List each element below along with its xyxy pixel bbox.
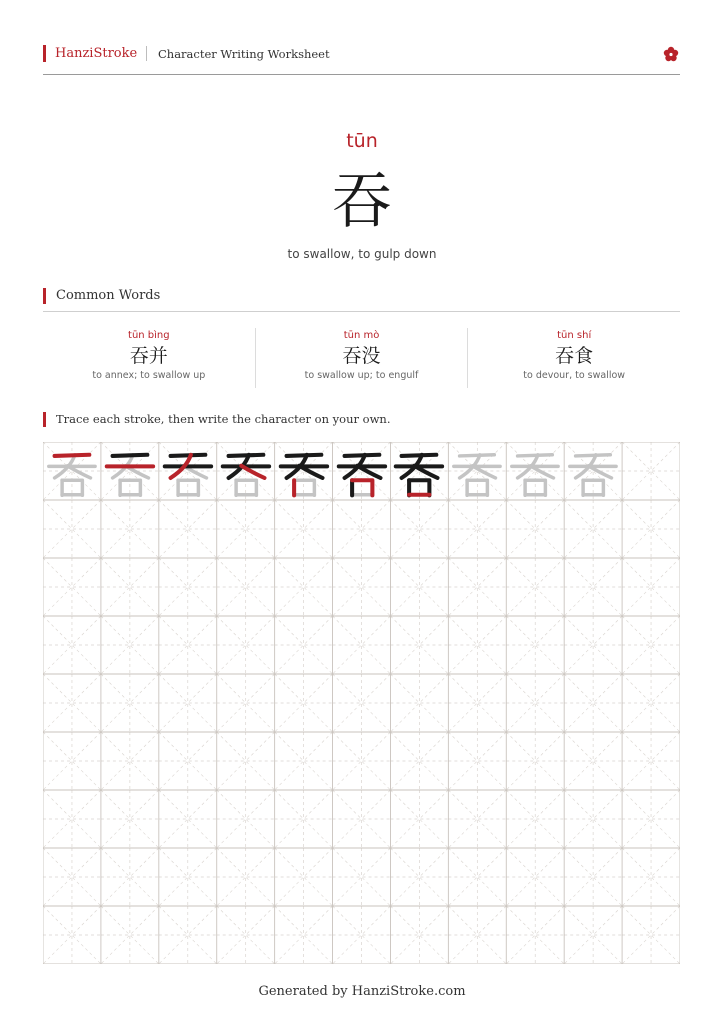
practice-grid[interactable] [43, 442, 680, 964]
stroke-step [390, 442, 448, 500]
stroke-step [101, 442, 159, 500]
header-divider [146, 46, 147, 61]
word-pinyin: tūn bìng [128, 330, 170, 341]
practice-instruction: Trace each stroke, then write the character on your own. [43, 412, 390, 427]
character-meaning: to swallow, to gulp down [287, 247, 437, 261]
stroke-order-row [43, 442, 680, 500]
word-meaning: to annex; to swallow up [92, 370, 206, 381]
word-pinyin: tūn shí [557, 330, 592, 341]
word-item [255, 328, 468, 388]
character-hanzi: 吞 [332, 167, 392, 237]
plum-blossom-icon [663, 46, 679, 62]
footer-credit[interactable]: Generated by HanziStroke.com [258, 984, 466, 999]
character-pinyin: tūn [346, 130, 378, 152]
stroke-step [333, 442, 391, 500]
section-divider [43, 311, 680, 312]
worksheet-header [43, 44, 680, 75]
common-words-list [43, 328, 680, 388]
trace-character [564, 442, 622, 500]
stroke-step [159, 442, 217, 500]
word-meaning: to swallow up; to engulf [304, 370, 419, 381]
word-hanzi: 吞并 [129, 345, 168, 367]
worksheet-subtitle: Character Writing Worksheet [158, 47, 330, 61]
word-hanzi: 吞食 [555, 345, 594, 367]
trace-character [448, 442, 506, 500]
word-hanzi: 吞没 [342, 345, 381, 367]
stroke-step [275, 442, 333, 500]
common-words-title: Common Words [43, 288, 160, 304]
brand-name[interactable]: HanziStroke [43, 45, 137, 62]
stroke-step [217, 442, 275, 500]
grid-lines [43, 442, 680, 964]
trace-character [506, 442, 564, 500]
word-item [43, 328, 255, 388]
word-meaning: to devour, to swallow [523, 370, 626, 381]
word-item [467, 328, 680, 388]
word-pinyin: tūn mò [343, 330, 380, 341]
stroke-step [43, 442, 101, 500]
